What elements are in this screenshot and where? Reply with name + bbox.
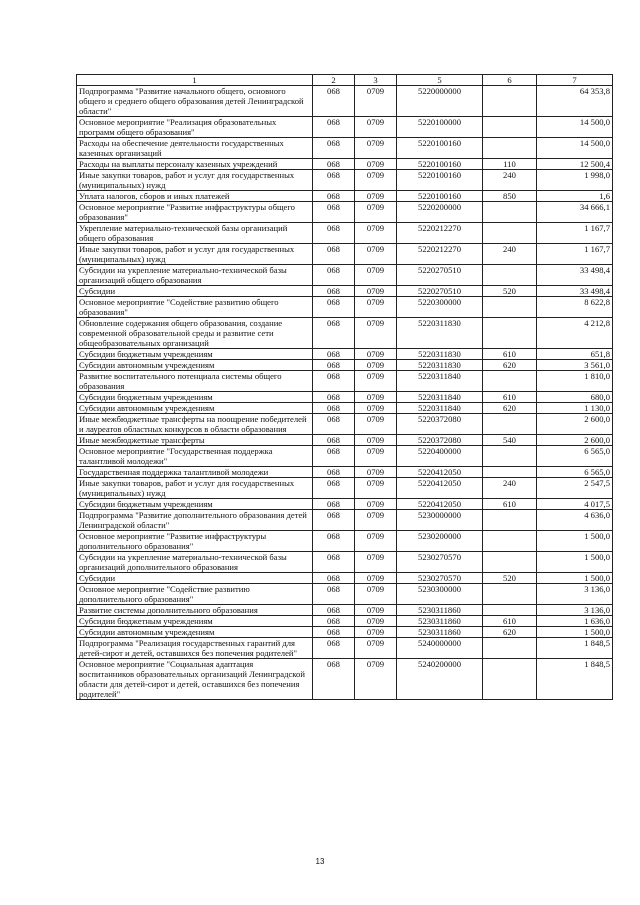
amount-cell: 1 500,0: [537, 531, 613, 552]
amount-cell: 33 498,4: [537, 286, 613, 297]
amount-cell: 1 998,0: [537, 170, 613, 191]
row-name-cell: Подпрограмма "Развитие дополнительного образования детей Ленинградской области": [77, 510, 313, 531]
table-row: [77, 435, 613, 446]
admin-code-cell: 068: [313, 605, 355, 616]
amount-cell: 4 636,0: [537, 510, 613, 531]
table-row: [77, 223, 613, 244]
row-name-cell: Основное мероприятие "Реализация образовательных программ общего образования": [77, 117, 313, 138]
target-article-cell: 5230300000: [397, 584, 483, 605]
admin-code-cell: 068: [313, 616, 355, 627]
expense-type-cell: [483, 202, 537, 223]
admin-code-cell: 068: [313, 403, 355, 414]
admin-code-cell: 068: [313, 159, 355, 170]
target-article-cell: 5230311860: [397, 616, 483, 627]
amount-cell: 4 017,5: [537, 499, 613, 510]
section-code-cell: 0709: [355, 446, 397, 467]
admin-code-cell: 068: [313, 659, 355, 700]
expense-type-cell: [483, 605, 537, 616]
target-article-cell: 5220100160: [397, 138, 483, 159]
admin-code-cell: 068: [313, 297, 355, 318]
amount-cell: 680,0: [537, 392, 613, 403]
table-row: [77, 446, 613, 467]
table-row: [77, 478, 613, 499]
target-article-cell: 5220372080: [397, 414, 483, 435]
row-name-cell: Иные закупки товаров, работ и услуг для государственных (муниципальных) нужд: [77, 244, 313, 265]
table-row: [77, 138, 613, 159]
expense-type-cell: [483, 446, 537, 467]
target-article-cell: 5220311840: [397, 392, 483, 403]
table-row: [77, 605, 613, 616]
target-article-cell: 5220270510: [397, 286, 483, 297]
expense-type-cell: 540: [483, 435, 537, 446]
amount-cell: 6 565,0: [537, 467, 613, 478]
admin-code-cell: 068: [313, 265, 355, 286]
amount-cell: 1 167,7: [537, 223, 613, 244]
target-article-cell: 5220311840: [397, 371, 483, 392]
table-row: [77, 159, 613, 170]
section-code-cell: 0709: [355, 223, 397, 244]
admin-code-cell: 068: [313, 117, 355, 138]
expense-type-cell: 520: [483, 286, 537, 297]
row-name-cell: Субсидии на укрепление материально-технической базы организаций дополнительного образования: [77, 552, 313, 573]
table-row: [77, 371, 613, 392]
expense-type-cell: 620: [483, 627, 537, 638]
target-article-cell: 5230311860: [397, 627, 483, 638]
admin-code-cell: 068: [313, 510, 355, 531]
row-name-cell: Субсидии: [77, 573, 313, 584]
amount-cell: 14 500,0: [537, 117, 613, 138]
section-code-cell: 0709: [355, 573, 397, 584]
table-row: [77, 244, 613, 265]
expense-type-cell: 610: [483, 392, 537, 403]
expense-type-cell: [483, 117, 537, 138]
amount-cell: 1 636,0: [537, 616, 613, 627]
expense-type-cell: [483, 297, 537, 318]
table-row: [77, 552, 613, 573]
section-code-cell: 0709: [355, 584, 397, 605]
amount-cell: 1 500,0: [537, 627, 613, 638]
target-article-cell: 5240000000: [397, 638, 483, 659]
admin-code-cell: 068: [313, 627, 355, 638]
target-article-cell: 5220200000: [397, 202, 483, 223]
admin-code-cell: 068: [313, 435, 355, 446]
amount-cell: 14 500,0: [537, 138, 613, 159]
admin-code-cell: 068: [313, 318, 355, 349]
expense-type-cell: 850: [483, 191, 537, 202]
row-name-cell: Основное мероприятие "Содействие развитию дополнительного образования": [77, 584, 313, 605]
admin-code-cell: 068: [313, 467, 355, 478]
target-article-cell: 5220000000: [397, 86, 483, 117]
section-code-cell: 0709: [355, 627, 397, 638]
target-article-cell: 5220412050: [397, 478, 483, 499]
col-header-7: 7: [537, 75, 613, 86]
row-name-cell: Уплата налогов, сборов и иных платежей: [77, 191, 313, 202]
section-code-cell: 0709: [355, 510, 397, 531]
table-row: [77, 86, 613, 117]
row-name-cell: Расходы на выплаты персоналу казенных учреждений: [77, 159, 313, 170]
expense-type-cell: 610: [483, 349, 537, 360]
expense-type-cell: [483, 318, 537, 349]
target-article-cell: 5230270570: [397, 552, 483, 573]
col-header-5: 5: [397, 75, 483, 86]
target-article-cell: 5230000000: [397, 510, 483, 531]
expense-type-cell: [483, 638, 537, 659]
section-code-cell: 0709: [355, 297, 397, 318]
amount-cell: 12 500,4: [537, 159, 613, 170]
col-header-2: 2: [313, 75, 355, 86]
amount-cell: 2 547,5: [537, 478, 613, 499]
amount-cell: 1 500,0: [537, 552, 613, 573]
row-name-cell: Основное мероприятие "Содействие развитию общего образования": [77, 297, 313, 318]
target-article-cell: 5220212270: [397, 223, 483, 244]
target-article-cell: 5230311860: [397, 605, 483, 616]
admin-code-cell: 068: [313, 552, 355, 573]
admin-code-cell: 068: [313, 223, 355, 244]
budget-table: [76, 74, 613, 700]
admin-code-cell: 068: [313, 360, 355, 371]
amount-cell: 6 565,0: [537, 446, 613, 467]
section-code-cell: 0709: [355, 552, 397, 573]
expense-type-cell: [483, 223, 537, 244]
table-row: [77, 349, 613, 360]
table-row: [77, 531, 613, 552]
section-code-cell: 0709: [355, 202, 397, 223]
row-name-cell: Субсидии: [77, 286, 313, 297]
row-name-cell: Иные закупки товаров, работ и услуг для государственных (муниципальных) нужд: [77, 170, 313, 191]
table-row: [77, 616, 613, 627]
row-name-cell: Укрепление материально-технической базы организаций общего образования: [77, 223, 313, 244]
target-article-cell: 5220100160: [397, 159, 483, 170]
col-header-1: 1: [77, 75, 313, 86]
expense-type-cell: [483, 414, 537, 435]
section-code-cell: 0709: [355, 414, 397, 435]
expense-type-cell: [483, 552, 537, 573]
amount-cell: 3 136,0: [537, 605, 613, 616]
row-name-cell: Иные межбюджетные трансферты на поощрение победителей и лауреатов областных конкурсов в области образования: [77, 414, 313, 435]
table-row: [77, 202, 613, 223]
admin-code-cell: 068: [313, 138, 355, 159]
amount-cell: 2 600,0: [537, 414, 613, 435]
table-row: [77, 659, 613, 700]
table-row: [77, 499, 613, 510]
target-article-cell: 5220311830: [397, 349, 483, 360]
table-row: [77, 170, 613, 191]
row-name-cell: Субсидии автономным учреждениям: [77, 403, 313, 414]
row-name-cell: Подпрограмма "Реализация государственных гарантий для детей-сирот и детей, оставшихся без попечения родителей": [77, 638, 313, 659]
target-article-cell: 5230200000: [397, 531, 483, 552]
admin-code-cell: 068: [313, 638, 355, 659]
page-number: 13: [315, 857, 325, 866]
admin-code-cell: 068: [313, 86, 355, 117]
row-name-cell: Основное мероприятие "Социальная адаптация воспитанников образовательных организаций Ленинградской области для детей-сирот и детей, оставшихся без попечения родителей": [77, 659, 313, 700]
target-article-cell: 5220311830: [397, 318, 483, 349]
row-name-cell: Субсидии бюджетным учреждениям: [77, 349, 313, 360]
amount-cell: 1 810,0: [537, 371, 613, 392]
section-code-cell: 0709: [355, 659, 397, 700]
section-code-cell: 0709: [355, 499, 397, 510]
admin-code-cell: 068: [313, 499, 355, 510]
table-row: [77, 392, 613, 403]
table-row: [77, 414, 613, 435]
row-name-cell: Развитие системы дополнительного образования: [77, 605, 313, 616]
row-name-cell: Субсидии бюджетным учреждениям: [77, 392, 313, 403]
target-article-cell: 5230270570: [397, 573, 483, 584]
row-name-cell: Иные закупки товаров, работ и услуг для государственных (муниципальных) нужд: [77, 478, 313, 499]
admin-code-cell: 068: [313, 478, 355, 499]
row-name-cell: Субсидии бюджетным учреждениям: [77, 616, 313, 627]
section-code-cell: 0709: [355, 478, 397, 499]
target-article-cell: 5240200000: [397, 659, 483, 700]
admin-code-cell: 068: [313, 414, 355, 435]
section-code-cell: 0709: [355, 467, 397, 478]
admin-code-cell: 068: [313, 573, 355, 584]
table-row: [77, 627, 613, 638]
row-name-cell: Развитие воспитательного потенциала системы общего образования: [77, 371, 313, 392]
amount-cell: 3 561,0: [537, 360, 613, 371]
amount-cell: 1 848,5: [537, 659, 613, 700]
section-code-cell: 0709: [355, 360, 397, 371]
expense-type-cell: 610: [483, 499, 537, 510]
expense-type-cell: [483, 86, 537, 117]
row-name-cell: Подпрограмма "Развитие начального общего, основного общего и среднего общего образования детей Ленинградской области": [77, 86, 313, 117]
table-row: [77, 286, 613, 297]
target-article-cell: 5220372080: [397, 435, 483, 446]
amount-cell: 651,8: [537, 349, 613, 360]
amount-cell: 1 500,0: [537, 573, 613, 584]
section-code-cell: 0709: [355, 138, 397, 159]
amount-cell: 1 167,7: [537, 244, 613, 265]
expense-type-cell: 620: [483, 403, 537, 414]
row-name-cell: Обновление содержания общего образования, создание современной образовательной среды и развитие сети общеобразовательных организаций: [77, 318, 313, 349]
row-name-cell: Основное мероприятие "Развитие инфраструктуры дополнительного образования": [77, 531, 313, 552]
table-row: [77, 467, 613, 478]
expense-type-cell: 240: [483, 478, 537, 499]
expense-type-cell: [483, 265, 537, 286]
table-row: [77, 265, 613, 286]
section-code-cell: 0709: [355, 159, 397, 170]
table-row: [77, 360, 613, 371]
table-row: [77, 584, 613, 605]
row-name-cell: Расходы на обеспечение деятельности государственных казенных организаций: [77, 138, 313, 159]
table-row: [77, 117, 613, 138]
section-code-cell: 0709: [355, 403, 397, 414]
col-header-3: 3: [355, 75, 397, 86]
col-header-6: 6: [483, 75, 537, 86]
table-row: [77, 403, 613, 414]
section-code-cell: 0709: [355, 616, 397, 627]
expense-type-cell: [483, 371, 537, 392]
table-row: [77, 638, 613, 659]
row-name-cell: Субсидии автономным учреждениям: [77, 360, 313, 371]
target-article-cell: 5220311830: [397, 360, 483, 371]
section-code-cell: 0709: [355, 191, 397, 202]
expense-type-cell: [483, 531, 537, 552]
table-row: [77, 510, 613, 531]
row-name-cell: Государственная поддержка талантливой молодежи: [77, 467, 313, 478]
admin-code-cell: 068: [313, 244, 355, 265]
amount-cell: 1 130,0: [537, 403, 613, 414]
expense-type-cell: 110: [483, 159, 537, 170]
amount-cell: 64 353,8: [537, 86, 613, 117]
section-code-cell: 0709: [355, 392, 397, 403]
target-article-cell: 5220100160: [397, 191, 483, 202]
admin-code-cell: 068: [313, 170, 355, 191]
row-name-cell: Иные межбюджетные трансферты: [77, 435, 313, 446]
row-name-cell: Субсидии автономным учреждениям: [77, 627, 313, 638]
section-code-cell: 0709: [355, 435, 397, 446]
admin-code-cell: 068: [313, 191, 355, 202]
section-code-cell: 0709: [355, 318, 397, 349]
amount-cell: 4 212,8: [537, 318, 613, 349]
expense-type-cell: 240: [483, 244, 537, 265]
expense-type-cell: [483, 138, 537, 159]
expense-type-cell: [483, 467, 537, 478]
row-name-cell: Субсидии на укрепление материально-технической базы организаций общего образования: [77, 265, 313, 286]
target-article-cell: 5220400000: [397, 446, 483, 467]
expense-type-cell: 610: [483, 616, 537, 627]
row-name-cell: Субсидии бюджетным учреждениям: [77, 499, 313, 510]
amount-cell: 8 622,8: [537, 297, 613, 318]
section-code-cell: 0709: [355, 531, 397, 552]
admin-code-cell: 068: [313, 371, 355, 392]
amount-cell: 34 666,1: [537, 202, 613, 223]
section-code-cell: 0709: [355, 265, 397, 286]
amount-cell: 33 498,4: [537, 265, 613, 286]
target-article-cell: 5220100000: [397, 117, 483, 138]
admin-code-cell: 068: [313, 446, 355, 467]
section-code-cell: 0709: [355, 638, 397, 659]
expense-type-cell: 620: [483, 360, 537, 371]
table-row: [77, 191, 613, 202]
expense-type-cell: [483, 659, 537, 700]
admin-code-cell: 068: [313, 286, 355, 297]
table-row: [77, 573, 613, 584]
admin-code-cell: 068: [313, 349, 355, 360]
admin-code-cell: 068: [313, 202, 355, 223]
target-article-cell: 5220300000: [397, 297, 483, 318]
table-row: [77, 318, 613, 349]
section-code-cell: 0709: [355, 170, 397, 191]
admin-code-cell: 068: [313, 392, 355, 403]
section-code-cell: 0709: [355, 605, 397, 616]
target-article-cell: 5220270510: [397, 265, 483, 286]
admin-code-cell: 068: [313, 531, 355, 552]
table-row: [77, 297, 613, 318]
expense-type-cell: [483, 584, 537, 605]
target-article-cell: 5220311840: [397, 403, 483, 414]
section-code-cell: 0709: [355, 244, 397, 265]
section-code-cell: 0709: [355, 349, 397, 360]
amount-cell: 1,6: [537, 191, 613, 202]
target-article-cell: 5220412050: [397, 467, 483, 478]
target-article-cell: 5220212270: [397, 244, 483, 265]
row-name-cell: Основное мероприятие "Развитие инфраструктуры общего образования": [77, 202, 313, 223]
admin-code-cell: 068: [313, 584, 355, 605]
target-article-cell: 5220412050: [397, 499, 483, 510]
expense-type-cell: 520: [483, 573, 537, 584]
section-code-cell: 0709: [355, 286, 397, 297]
amount-cell: 1 848,5: [537, 638, 613, 659]
section-code-cell: 0709: [355, 117, 397, 138]
expense-type-cell: [483, 510, 537, 531]
table-header-row: [77, 75, 613, 86]
amount-cell: 3 136,0: [537, 584, 613, 605]
section-code-cell: 0709: [355, 371, 397, 392]
expense-type-cell: 240: [483, 170, 537, 191]
target-article-cell: 5220100160: [397, 170, 483, 191]
row-name-cell: Основное мероприятие "Государственная поддержка талантливой молодежи": [77, 446, 313, 467]
amount-cell: 2 600,0: [537, 435, 613, 446]
section-code-cell: 0709: [355, 86, 397, 117]
